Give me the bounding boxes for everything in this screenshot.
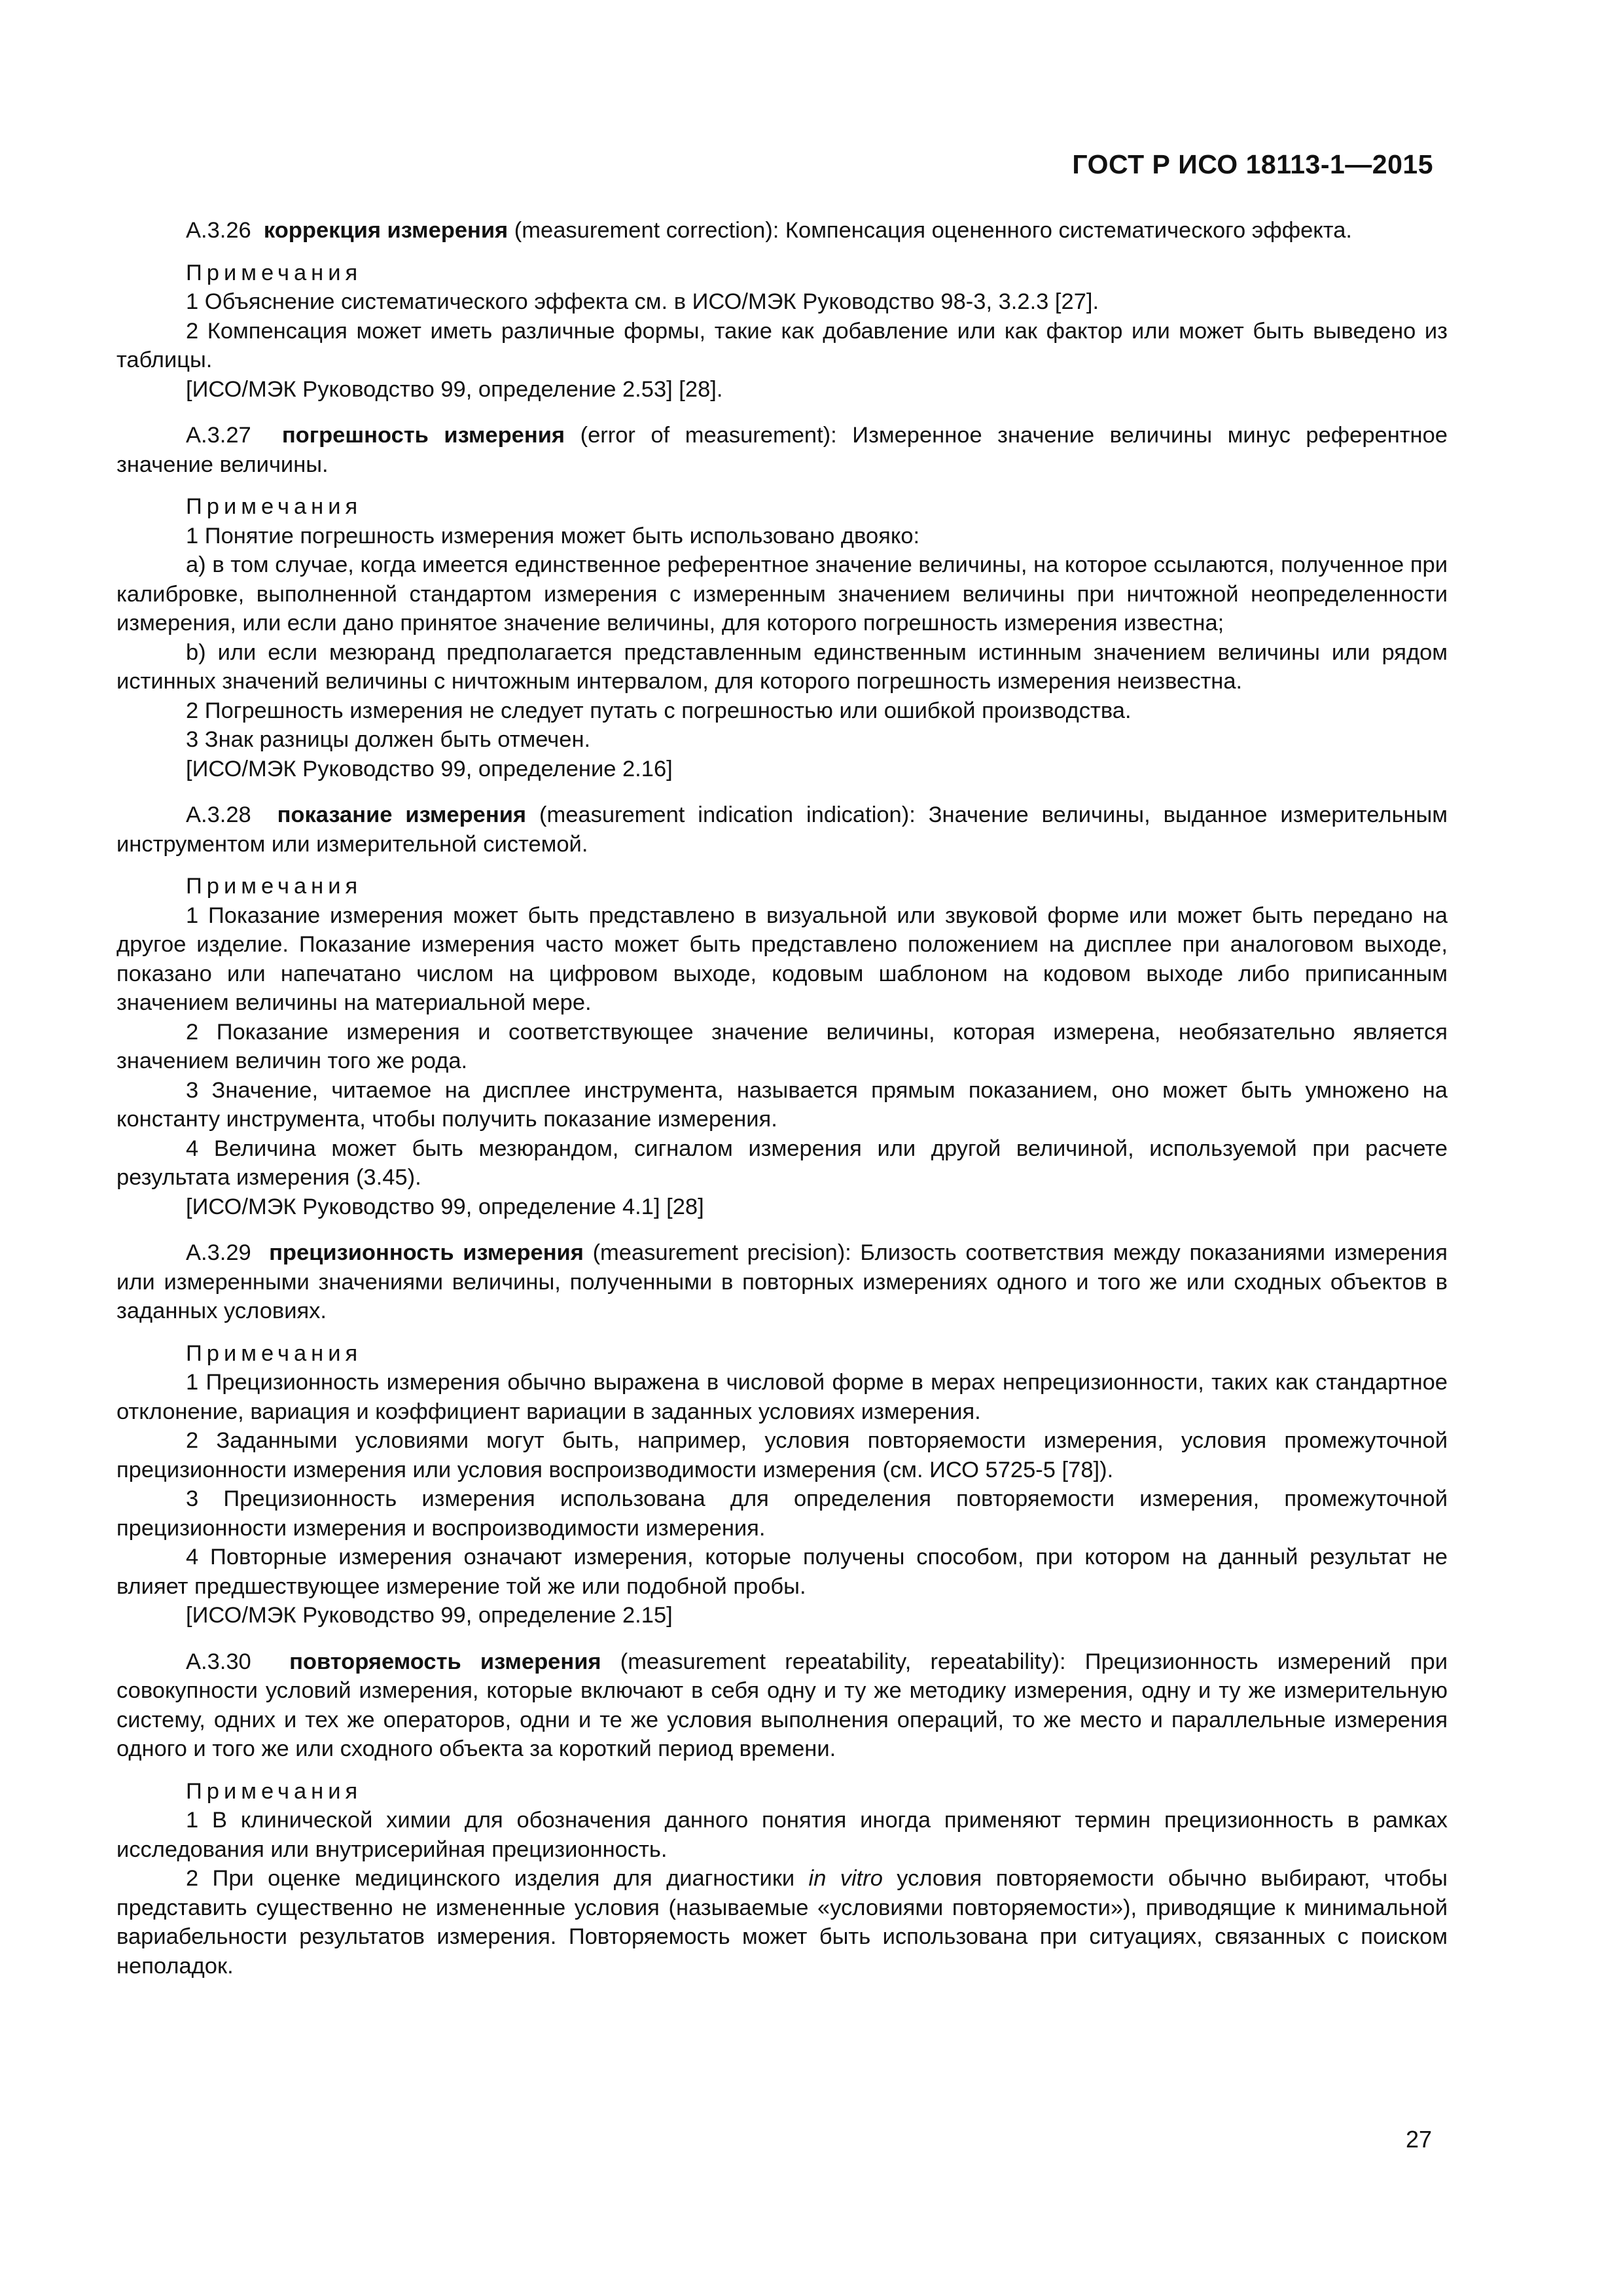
note: 2 Компенсация может иметь различные формы, такие как добавление или как фактор или может быть выведено из таблицы.: [116, 318, 1448, 372]
note-italic-term: in vitro: [808, 1866, 883, 1891]
entry-number: А.3.29: [186, 1240, 251, 1265]
notes-title: Примечания: [186, 494, 363, 519]
entry-number: А.3.30: [186, 1649, 251, 1674]
entry-term: повторяемость измерения: [289, 1649, 601, 1674]
entry-term: прецизионность измерения: [269, 1240, 584, 1265]
entry-number: А.3.27: [186, 423, 251, 448]
entry-def: (measurement indication indication): Значение величины, выданное измерительным инструментом или измерительной системой.: [116, 802, 1448, 857]
entry-definition: [116, 421, 1448, 479]
notes-title: Примечания: [186, 874, 363, 899]
note-source: [ИСО/МЭК Руководство 99, определение 2.53] [28].: [186, 376, 723, 402]
document-header: ГОСТ Р ИСО 18113-1—2015: [1072, 149, 1433, 179]
note: [116, 1864, 1448, 1981]
note: 4 Величина может быть мезюрандом, сигналом измерения или другой величиной, используемой при расчете результата измерения (3.45).: [116, 1136, 1448, 1190]
entry-def: (measurement precision): Близость соответствия между показаниями измерения или измеренными значениями величины, полученными в повторных измерениях одного и того же или сходных объектов в заданных условиях.: [116, 1240, 1448, 1323]
page-number: 27: [1405, 2126, 1432, 2153]
entry-def: (error of measurement): Измеренное значение величины минус референтное значение величины.: [116, 423, 1448, 477]
document-body: [116, 216, 1448, 1981]
entry-definition: [116, 1238, 1448, 1326]
entry-definition: [116, 216, 1448, 245]
entry-number: А.3.26: [186, 218, 251, 243]
notes-title: Примечания: [186, 1340, 363, 1366]
entry-def: (measurement correction): Компенсация оцененного систематического эффекта.: [514, 218, 1352, 243]
note: 3 Значение, читаемое на дисплее инструмента, называется прямым показанием, оно может быть умножено на константу инструмента, чтобы получить показание измерения.: [116, 1077, 1448, 1132]
note: 2 Показание измерения и соответствующее значение величины, которая измерена, необязательно является значением величин того же рода.: [116, 1019, 1448, 1073]
note-source: [ИСО/МЭК Руководство 99, определение 2.16]: [186, 756, 673, 781]
note: 1 В клинической химии для обозначения данного понятия иногда применяют термин прецизионность в рамках исследования или внутрисерийная прецизионность.: [116, 1808, 1448, 1862]
entry-term: погрешность измерения: [281, 423, 565, 448]
note-text: 2 При оценке медицинского изделия для диагностики: [186, 1866, 809, 1891]
entry-definition: [116, 1647, 1448, 1764]
entry-term: коррекция измерения: [263, 218, 508, 243]
note: b) или если мезюранд предполагается представленным единственным истинным значением величины или рядом истинных значений величины с ничтожным интервалом, для которого погрешность измерения неизвестна.: [116, 639, 1448, 694]
note: 1 Понятие погрешность измерения может быть использовано двояко:: [186, 523, 920, 548]
note: 1 Объяснение систематического эффекта см. в ИСО/МЭК Руководство 98-3, 3.2.3 [27].: [186, 289, 1099, 314]
note-source: [ИСО/МЭК Руководство 99, определение 4.1] [28]: [186, 1194, 704, 1219]
notes-title: Примечания: [186, 260, 363, 285]
note: 1 Показание измерения может быть представлено в визуальной или звуковой форме или может быть передано на другое изделие. Показание измерения часто может быть представлено положением на дисплее при аналоговом выходе, показано или напечатано числом на цифровом выходе, кодовым шаблоном на кодовом выходе либо приписанным значением величины на материальной мере.: [116, 903, 1448, 1015]
note: 3 Знак разницы должен быть отмечен.: [186, 727, 591, 752]
entry-number: А.3.28: [186, 802, 251, 827]
note: 2 Заданными условиями могут быть, например, условия повторяемости измерения, условия промежуточной прецизионности измерения или условия воспроизводимости измерения (см. ИСО 5725-5 [78]).: [116, 1428, 1448, 1482]
note-source: [ИСО/МЭК Руководство 99, определение 2.15]: [186, 1603, 673, 1628]
entry-definition: [116, 800, 1448, 859]
note: a) в том случае, когда имеется единственное референтное значение величины, на которое ссылаются, полученное при калибровке, выполненной стандартом измерения с измеренным значением величины при ничтожной неопределенности измерения, или если дано принятое значение величины, для которого погрешность измерения известна;: [116, 552, 1448, 636]
notes-title: Примечания: [186, 1778, 363, 1804]
note: 2 Погрешность измерения не следует путать с погрешностью или ошибкой производства.: [186, 698, 1132, 723]
note: 4 Повторные измерения означают измерения, которые получены способом, при котором на данный результат не влияет предшествующее измерение той же или подобной пробы.: [116, 1545, 1448, 1599]
note: 3 Прецизионность измерения использована для определения повторяемости измерения, промежуточной прецизионности измерения и воспроизводимости измерения.: [116, 1486, 1448, 1541]
entry-def: (measurement repeatability, repeatability): Прецизионность измерений при совокупности условий измерения, которые включают в себя одну и ту же методику измерения, одну и ту же измерительную систему, одних и тех же операторов, одни и те же условия выполнения операций, то же место и параллельные измерения одного и того же или сходного объекта за короткий период времени.: [116, 1649, 1448, 1761]
entry-term: показание измерения: [277, 802, 527, 827]
note-text: условия повторяемости обычно выбирают, чтобы представить существенно не измененные условия (называемые «условиями повторяемости»), приводящие к минимальной вариабельности результатов измерения. Повторяемость может быть использована при ситуациях, связанных с поиском неполадок.: [116, 1866, 1448, 1979]
note: 1 Прецизионность измерения обычно выражена в числовой форме в мерах непрецизионности, таких как стандартное отклонение, вариация и коэффициент вариации в заданных условиях измерения.: [116, 1370, 1448, 1424]
